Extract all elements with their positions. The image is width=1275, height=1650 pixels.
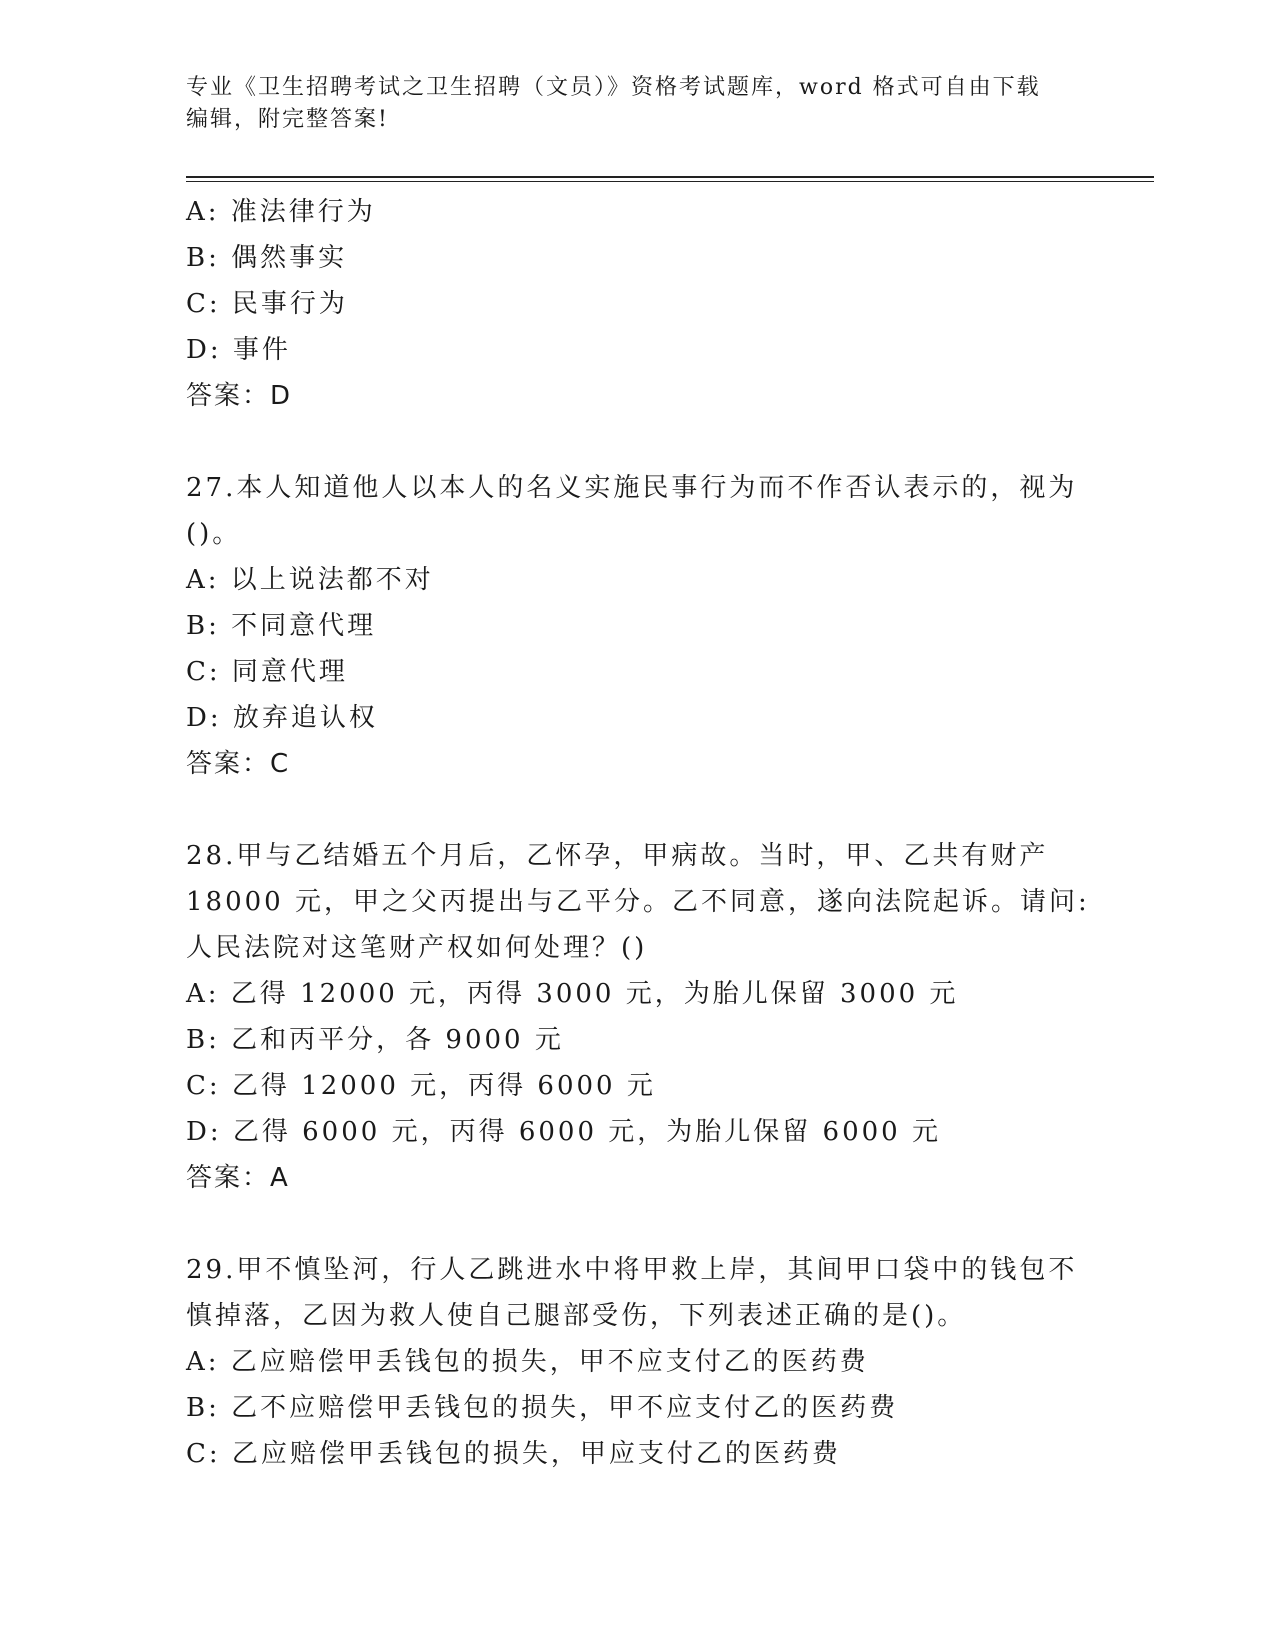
option-c: C: 乙得 12000 元，丙得 6000 元 <box>186 1071 656 1101</box>
header-divider-thick <box>186 176 1154 178</box>
question-text-line: 人民法院对这笔财产权如何处理？() <box>186 933 648 963</box>
option-c: C: 乙应赔偿甲丢钱包的损失，甲应支付乙的医药费 <box>186 1439 841 1469</box>
spacer <box>186 419 1086 465</box>
option-b: B: 偶然事实 <box>186 243 348 273</box>
question-27 <box>186 465 1086 787</box>
option-b: B: 不同意代理 <box>186 611 377 641</box>
question-list <box>186 189 1090 1477</box>
spacer <box>186 1201 1086 1247</box>
question-text-line: 27.本人知道他人以本人的名义实施民事行为而不作否认表示的，视为 <box>186 473 1078 503</box>
question-text-line: ()。 <box>186 519 242 549</box>
question-28 <box>186 833 1090 1201</box>
option-b: B: 乙和丙平分，各 9000 元 <box>186 1025 564 1055</box>
header-divider-thin <box>186 181 1154 182</box>
option-d: D: 事件 <box>186 335 291 365</box>
option-c: C: 民事行为 <box>186 289 348 319</box>
option-c: C: 同意代理 <box>186 657 348 687</box>
option-a: A: 以上说法都不对 <box>186 565 434 595</box>
answer: 答案：C <box>186 749 291 779</box>
question-26 <box>186 189 1086 419</box>
option-b: B: 乙不应赔偿甲丢钱包的损失，甲不应支付乙的医药费 <box>186 1393 899 1423</box>
question-text-line: 28.甲与乙结婚五个月后，乙怀孕，甲病故。当时，甲、乙共有财产 <box>186 841 1049 871</box>
header-line-1: 专业《卫生招聘考试之卫生招聘（文员）》资格考试题库，word 格式可自由下载 <box>186 75 1041 100</box>
answer: 答案：D <box>186 381 293 411</box>
option-d: D: 乙得 6000 元，丙得 6000 元，为胎儿保留 6000 元 <box>186 1117 941 1147</box>
question-text-line: 29.甲不慎坠河，行人乙跳进水中将甲救上岸，其间甲口袋中的钱包不 <box>186 1255 1078 1285</box>
spacer <box>186 787 1086 833</box>
question-text-line: 慎掉落，乙因为救人使自己腿部受伤，下列表述正确的是()。 <box>186 1301 967 1331</box>
answer: 答案：A <box>186 1163 290 1193</box>
option-a: A: 准法律行为 <box>186 197 376 227</box>
question-text-line: 18000 元，甲之父丙提出与乙平分。乙不同意，遂向法院起诉。请问: <box>186 887 1090 917</box>
option-d: D: 放弃追认权 <box>186 703 378 733</box>
option-a: A: 乙应赔偿甲丢钱包的损失，甲不应支付乙的医药费 <box>186 1347 869 1377</box>
question-29 <box>186 1247 1086 1477</box>
option-a: A: 乙得 12000 元，丙得 3000 元，为胎儿保留 3000 元 <box>186 979 959 1009</box>
header-line-2: 编辑，附完整答案! <box>186 107 389 132</box>
document-header <box>186 72 1086 136</box>
